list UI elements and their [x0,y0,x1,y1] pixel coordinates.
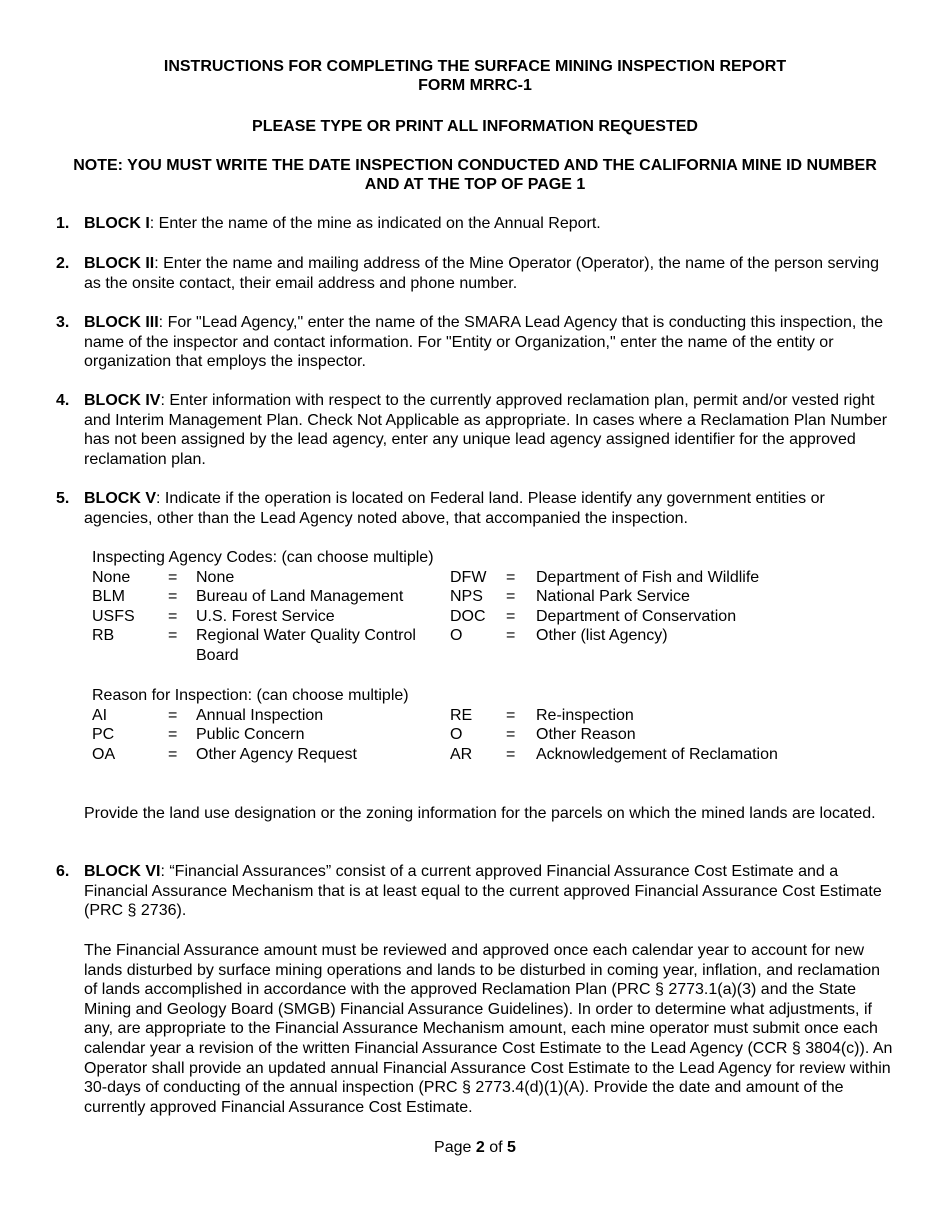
item-text: : Enter information with respect to the currently approved reclamation plan, permit and/or vested right and Interim Management Plan. Check Not Applicable as appropriate. In cases where a Reclamation Plan Number has not been assigned by the lead agency, enter any unique lead agency assigned identifier for the approved reclamation plan. [84,392,888,468]
code-description: Public Concern [196,726,305,744]
reason-codes-table [92,686,796,764]
code-description: Other Agency Request [196,745,357,763]
code: AR [450,745,473,763]
title-line-1: INSTRUCTIONS FOR COMPLETING THE SURFACE MINING INSPECTION REPORT [163,58,787,75]
item-number: 3. [56,314,70,331]
code-description: Other (list Agency) [536,627,668,645]
document-title [30,57,920,95]
code: DFW [450,568,487,586]
equals-sign: = [506,706,516,724]
table-row [92,626,796,665]
instruction-item-4 [56,391,896,469]
code: BLM [92,588,125,606]
table-row [92,706,796,726]
code-description: U.S. Forest Service [196,607,335,625]
equals-sign: = [168,726,178,744]
code: O [450,726,463,744]
code: RB [92,627,115,645]
equals-sign: = [168,706,178,724]
code-description: Acknowledgement of Reclamation [536,745,778,763]
code: PC [92,726,115,744]
code-description: Bureau of Land Management [196,588,404,606]
instruction-item-5 [56,489,896,528]
financial-assurance-paragraph: The Financial Assurance amount must be reviewed and approved once each calendar year to account for new lands disturbed by surface mining operations and lands to be disturbed in coming year, inflation, and reclamation of lands accomplished in accordance with the approved Reclamation Plan (PRC § 2773.1(a)(3) and the State Mining and Geology Board (SMGB) Financial Assurance Guidelines). In order to determine what adjustments, if any, are appropriate to the Financial Assurance Mechanism amount, each mine operator must submit once each calendar year a revision of the written Financial Assurance Cost Estimate to the Lead Agency (CCR § 3804(c)). An Operator shall provide an updated annual Financial Assurance Cost Estimate to the Lead Agency for review within 30-days of conducting of the annual inspection (PRC § 2773.4(d)(1)(A). Provide the date and amount of the currently approved Financial Assurance Cost Estimate. [84,942,893,1116]
table-row [92,607,796,627]
code-description: Department of Fish and Wildlife [536,568,760,586]
code: DOC [450,607,486,625]
equals-sign: = [506,607,516,625]
code: AI [92,706,108,724]
item-number: 2. [56,255,70,272]
equals-sign: = [506,627,516,645]
item-text: : Enter the name and mailing address of the Mine Operator (Operator), the name of the person serving as the onsite contact, their email address and phone number. [84,255,880,292]
item-label: BLOCK II [84,255,155,272]
code: OA [92,745,116,763]
code-description: Other Reason [536,726,636,744]
item-text: : “Financial Assurances” consist of a current approved Financial Assurance Cost Estimate and a Financial Assurance Mechanism that is at least equal to the current approved Financial Assurance Cost Estimate (PRC § 2736). [84,863,882,920]
item-label: BLOCK IV [84,392,161,409]
code-description: National Park Service [536,588,690,606]
instruction-item-1 [56,214,896,234]
equals-sign: = [168,745,178,763]
code-description: None [196,568,235,586]
equals-sign: = [506,745,516,763]
item-number: 5. [56,490,70,507]
table-row [92,745,796,765]
code: USFS [92,607,135,625]
page-number-footer [0,1138,950,1157]
code: RE [450,706,473,724]
total-pages-number: 5 [507,1139,516,1156]
item-number: 6. [56,863,70,880]
agency-codes-table [92,548,796,666]
land-use-paragraph: Provide the land use designation or the zoning information for the parcels on which the mined lands are located. [84,805,876,822]
item-label: BLOCK VI [84,863,161,880]
item-number: 4. [56,392,70,409]
equals-sign: = [168,627,178,645]
item-text: : For "Lead Agency," enter the name of the SMARA Lead Agency that is conducting this inspection, the name of the inspector and contact information. For "Entity or Organization," enter the name of the entity or organization that employs the inspector. [84,314,884,371]
code: None [92,568,131,586]
item-label: BLOCK III [84,314,159,331]
document-note: NOTE: YOU MUST WRITE THE DATE INSPECTION CONDUCTED AND THE CALIFORNIA MINE ID NUMBER AND AT THE TOP OF PAGE 1 [73,157,877,193]
table-row [92,587,796,607]
code-description: Department of Conservation [536,607,737,625]
equals-sign: = [506,726,516,744]
item-text: : Enter the name of the mine as indicated on the Annual Report. [149,215,601,232]
code-description: Re-inspection [536,706,634,724]
current-page-number: 2 [475,1139,485,1156]
item-text: : Indicate if the operation is located on Federal land. Please identify any government entities or agencies, other than the Lead Agency noted above, that accompanied the inspection. [84,490,825,527]
reason-codes-caption: Reason for Inspection: (can choose multiple) [92,687,409,704]
equals-sign: = [168,568,178,586]
code: NPS [450,588,483,606]
equals-sign: = [506,588,516,606]
page-word: Page [434,1139,472,1156]
equals-sign: = [168,588,178,606]
table-row [92,568,796,588]
item-number: 1. [56,215,70,232]
instruction-item-3 [56,313,896,372]
table-row [92,725,796,745]
document-subtitle: PLEASE TYPE OR PRINT ALL INFORMATION REQUESTED [252,118,698,135]
instruction-item-6 [56,862,896,921]
of-word: of [489,1139,503,1156]
title-line-2: FORM MRRC-1 [418,77,532,94]
equals-sign: = [168,607,178,625]
instruction-item-2 [56,254,896,293]
code: O [450,627,463,645]
code-description: Regional Water Quality Control Board [196,627,416,664]
equals-sign: = [506,568,516,586]
item-label: BLOCK V [84,490,156,507]
code-description: Annual Inspection [196,706,324,724]
item-label: BLOCK I [84,215,150,232]
agency-codes-caption: Inspecting Agency Codes: (can choose multiple) [92,549,434,566]
